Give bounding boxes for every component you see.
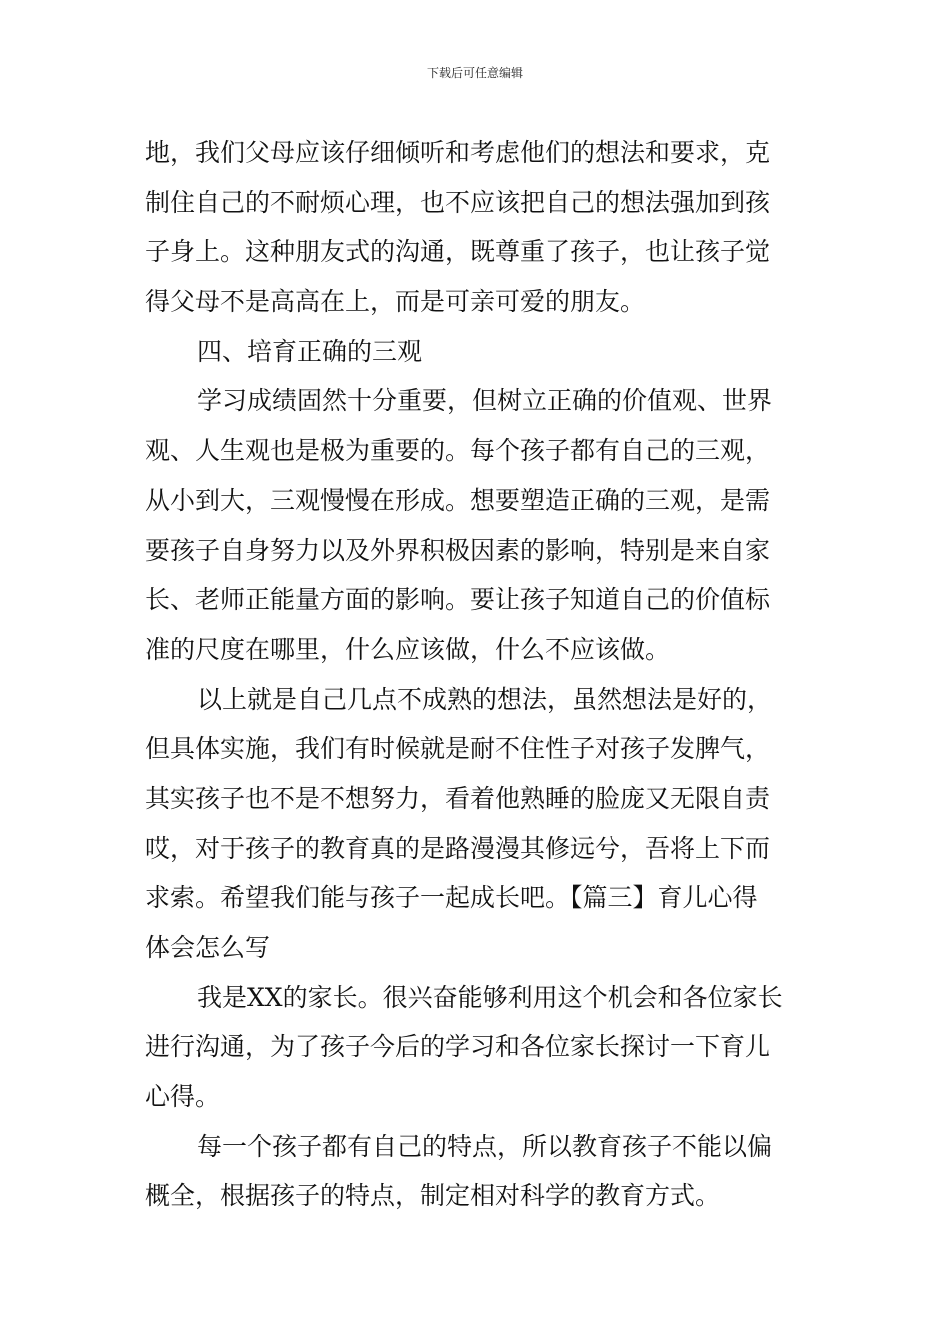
text-line: 但具体实施，我们有时候就是耐不住性子对孩子发脾气， xyxy=(145,734,771,764)
text-line: 求索。希望我们能与孩子一起成长吧。【篇三】育儿心得 xyxy=(145,883,758,913)
text-line: 从小到大，三观慢慢在形成。想要塑造正确的三观，是需 xyxy=(145,485,771,515)
text-line: 制住自己的不耐烦心理，也不应该把自己的想法强加到孩 xyxy=(145,187,771,217)
text-line: 概全，根据孩子的特点，制定相对科学的教育方式。 xyxy=(145,1181,721,1211)
text-line: 地，我们父母应该仔细倾听和考虑他们的想法和要求，克 xyxy=(145,138,771,167)
text-line: 体会怎么写 xyxy=(145,933,271,962)
text-line: 每一个孩子都有自己的特点，所以教育孩子不能以偏 xyxy=(197,1131,773,1161)
text-line: 心得。 xyxy=(145,1082,221,1112)
text-line: 要孩子自身努力以及外界积极因素的影响，特别是来自家 xyxy=(145,535,771,565)
text-line: 进行沟通，为了孩子今后的学习和各位家长探讨一下育儿 xyxy=(145,1032,771,1062)
text-line: 其实孩子也不是不想努力，看着他熟睡的脸庞又无限自责 xyxy=(145,783,771,813)
document-body xyxy=(145,128,810,1221)
section-heading: 四、培育正确的三观 xyxy=(197,336,423,366)
text-line: 准的尺度在哪里，什么应该做，什么不应该做。 xyxy=(145,634,671,664)
text-line: 子身上。这种朋友式的沟通，既尊重了孩子，也让孩子觉 xyxy=(145,237,771,267)
text-line: 学习成绩固然十分重要，但树立正确的价值观、世界 xyxy=(197,386,773,416)
text-line: 以上就是自己几点不成熟的想法，虽然想法是好的， xyxy=(197,684,773,714)
text-line: 长、老师正能量方面的影响。要让孩子知道自己的价值标 xyxy=(145,585,771,615)
text-line: 观、人生观也是极为重要的。每个孩子都有自己的三观， xyxy=(145,436,771,466)
text-line: 得父母不是高高在上，而是可亲可爱的朋友。 xyxy=(145,287,646,317)
text-line: 我是XX的家长。很兴奋能够利用这个机会和各位家长 xyxy=(197,982,783,1012)
text-line: 哎，对于孩子的教育真的是路漫漫其修远兮，吾将上下而 xyxy=(145,833,771,863)
page-header: 下载后可任意编辑 xyxy=(426,66,523,80)
